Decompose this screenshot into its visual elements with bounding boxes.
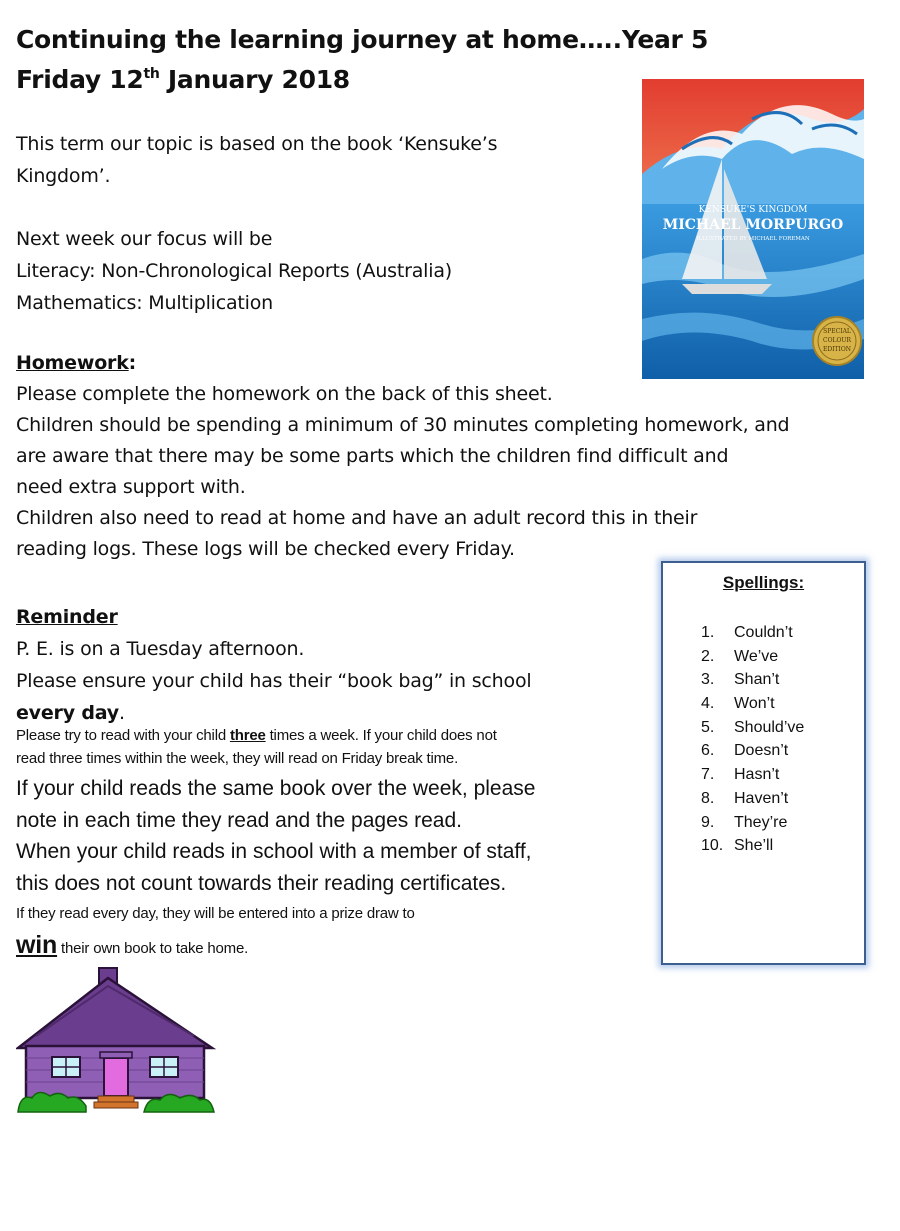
spelling-word: Haven’t (734, 789, 789, 807)
title-date-post: January 2018 (159, 65, 350, 94)
spelling-number: 4. (701, 695, 715, 713)
spelling-word: Couldn’t (734, 624, 793, 641)
spelling-item (701, 621, 864, 645)
spelling-number: 3. (701, 671, 715, 689)
homework-line: reading logs. These logs will be checked every Friday. (16, 538, 515, 560)
book-cover-art (642, 79, 864, 379)
homework-section (16, 348, 789, 565)
homework-heading-colon: : (128, 352, 137, 374)
spellings-box (661, 561, 866, 965)
reminder-section (16, 601, 531, 729)
reading-note-line-2: read three times within the week, they will read on Friday break time. (16, 750, 459, 767)
reading-note-three: three (229, 727, 266, 744)
reading-note-post: times a week. If your child does not (265, 727, 497, 744)
spelling-word: Hasn’t (734, 766, 780, 784)
spelling-item (701, 716, 864, 740)
homework-line: need extra support with. (16, 476, 246, 498)
intro-line-2: Kingdom’. (16, 165, 111, 187)
homework-line: Children should be spending a minimum of 30 minutes completing homework, and (16, 414, 790, 436)
homework-line: Children also need to read at home and have an adult record this in their (16, 507, 698, 529)
book-cover-illustration (642, 79, 864, 379)
spelling-number: 6. (701, 742, 715, 760)
title-line-1: Continuing the learning journey at home…..Year 5 (16, 25, 709, 54)
book-title: KENSUKE'S KINGDOM (698, 205, 808, 215)
intro-section (16, 128, 497, 192)
focus-literacy: Literacy: Non-Chronological Reports (Australia) (16, 260, 452, 282)
prize-note (16, 901, 415, 967)
focus-maths: Mathematics: Multiplication (16, 292, 274, 314)
reading-note (16, 724, 497, 770)
title-line-2 (16, 60, 708, 100)
focus-line: Next week our focus will be (16, 228, 273, 250)
prize-win: win (16, 931, 58, 959)
spelling-number: 2. (701, 647, 715, 665)
spelling-item (701, 811, 864, 835)
title-date-sup: th (143, 66, 160, 82)
spelling-number: 9. (701, 813, 715, 831)
spelling-number: 1. (701, 624, 715, 641)
title-date-pre: Friday 12 (16, 65, 144, 94)
spelling-item (701, 834, 864, 858)
book-author: MICHAEL MORPURGO (662, 217, 844, 233)
school-house-icon (16, 966, 216, 1114)
same-book-line-2: note in each time they read and the pages read. (16, 808, 462, 832)
spelling-word: Should’ve (734, 718, 805, 736)
prize-line-1: If they read every day, they will be entered into a prize draw to (16, 905, 415, 922)
reading-note-line-1 (16, 724, 497, 747)
focus-section (16, 223, 452, 319)
badge-line-1: SPECIAL (823, 328, 851, 335)
reminder-bookbag-1: Please ensure your child has their “book bag” in school (16, 670, 532, 692)
reminder-heading (16, 601, 531, 633)
spelling-number: 5. (701, 718, 715, 736)
spelling-word: Shan’t (734, 671, 780, 689)
spelling-item (701, 787, 864, 811)
spelling-number: 10. (701, 837, 724, 855)
spelling-word: Won’t (734, 695, 775, 713)
school-line-1: When your child reads in school with a member of staff, (16, 840, 532, 863)
reminder-pe: P. E. is on a Tuesday afternoon. (16, 638, 305, 660)
spelling-word: We’ve (734, 647, 779, 665)
book-illustrator: ILLUSTRATED BY MICHAEL FOREMAN (696, 236, 810, 242)
school-line-2: this does not count towards their reading certificates. (16, 871, 507, 895)
reminder-every-day: every day (16, 702, 119, 724)
spelling-item (701, 668, 864, 692)
school-house-art (16, 966, 216, 1114)
homework-line: are aware that there may be some parts which the children find difficult and (16, 445, 729, 467)
spelling-number: 8. (701, 789, 715, 807)
spellings-list (663, 621, 864, 858)
spellings-heading: Spellings: (722, 573, 805, 592)
intro-line-1: This term our topic is based on the book ‘Kensuke’s (16, 133, 498, 155)
reading-note-pre: Please try to read with your child (16, 727, 230, 744)
reminder-bookbag-end: . (118, 702, 125, 724)
badge-line-3: EDITION (822, 346, 852, 353)
homework-heading: Homework (16, 352, 129, 374)
spelling-word: They’re (734, 813, 788, 831)
badge-line-2: COLOUR (823, 337, 851, 344)
spelling-item (701, 739, 864, 763)
homework-line: Please complete the homework on the back of this sheet. (16, 383, 553, 405)
spelling-item (701, 645, 864, 669)
spelling-number: 7. (701, 766, 715, 784)
reading-details (16, 773, 535, 899)
prize-line-2 (16, 927, 415, 967)
prize-line-2-text: their own book to take home. (57, 940, 249, 957)
spelling-word: Doesn’t (734, 742, 789, 760)
spelling-item (701, 692, 864, 716)
spelling-word: She’ll (734, 837, 774, 855)
spelling-item (701, 763, 864, 787)
page-title (16, 20, 708, 100)
same-book-line-1: If your child reads the same book over the week, please (16, 777, 536, 800)
reminder-heading-text: Reminder (16, 606, 118, 628)
